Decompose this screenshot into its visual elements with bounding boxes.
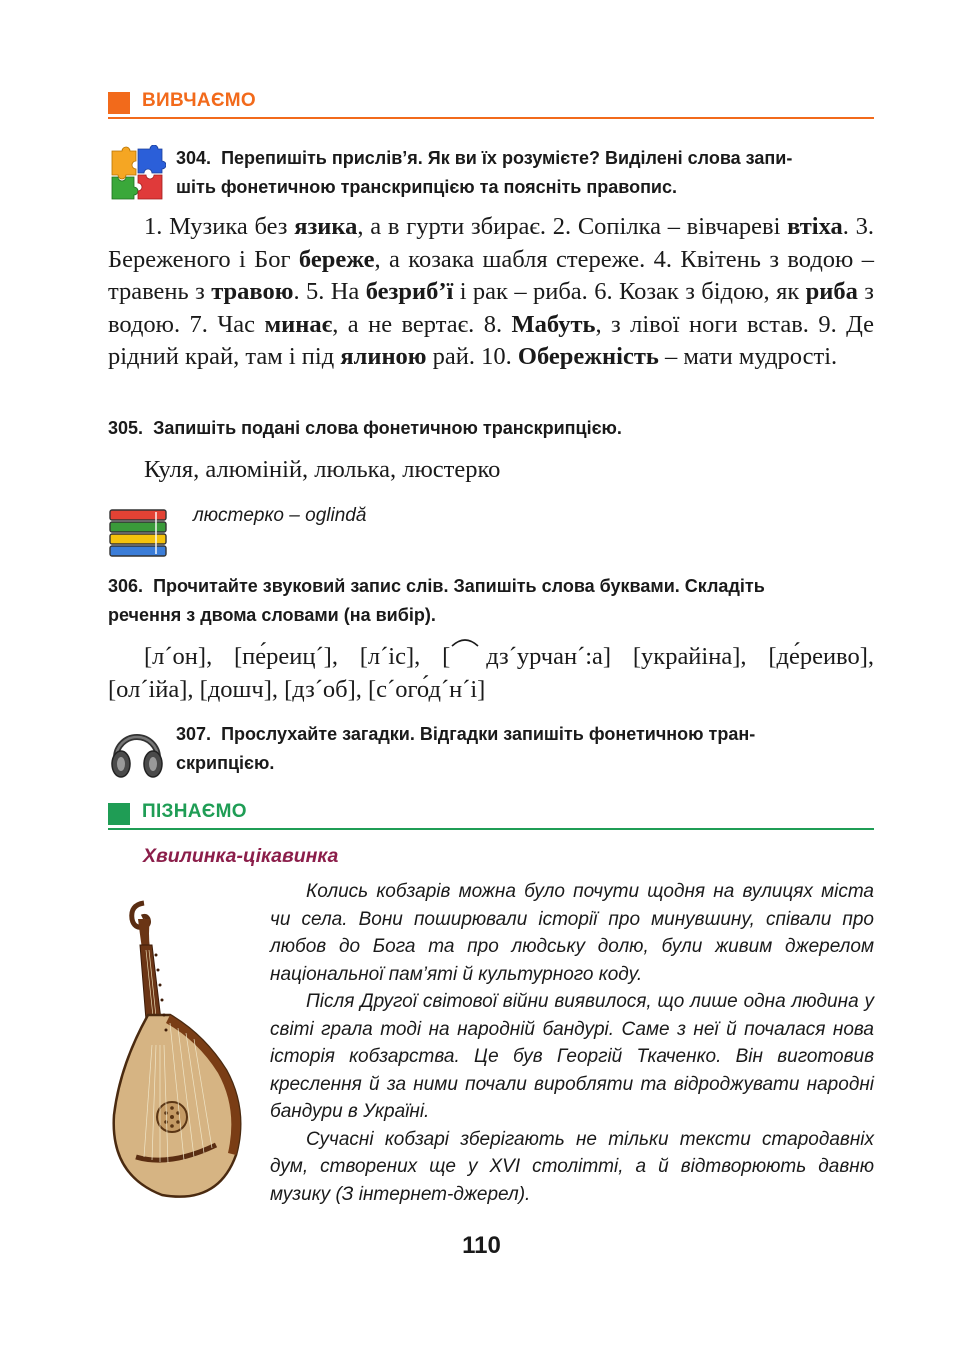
proverbs-text [108, 211, 874, 374]
text-run: . 3. Береженого і Бог [108, 213, 874, 273]
section-title: ПІЗНАЄМО [142, 801, 247, 822]
task-305 [108, 414, 874, 443]
fun-fact-title: Хвилинка-цікавинка [143, 845, 339, 867]
bold-word: риба [805, 278, 858, 305]
section-marker [108, 92, 130, 114]
transcription-line: [ол´ійа], [дошч], [дз´об], [с´ого́д´н´і] [108, 675, 486, 703]
word-list: Куля, алюміній, люлька, люстерко [144, 456, 501, 483]
bold-word: втіха [787, 213, 843, 240]
page-number: 110 [462, 1232, 501, 1259]
bold-word: минає [264, 310, 333, 338]
task-307 [176, 720, 874, 778]
task-instruction-line2: шіть фонетичною транскрипцією та поясніть правопис. [176, 177, 678, 197]
transcription-run: ´урчан´:а] [украйіна], [де́реиво], [508, 643, 874, 670]
text-run: . 5. На [293, 278, 366, 305]
fun-fact-paragraph: Сучасні кобзарі зберігають не тільки тексти стародавніх дум, створених ще у XVI столітті, а й відтворюють давню музику (З інтернет-джерел). [270, 1128, 874, 1205]
task-number: 304. [176, 148, 212, 168]
fun-fact-paragraph: Після Другої світової війни виявилося, що лише одна людина у світі грала тоді на народній бандурі. Саме з неї й почалася нова історія кобзарства. Це був Георгій Ткаченко. Він виготовив креслення й за ними почали виробляти та відроджувати народні бандури в Україні. [270, 991, 874, 1122]
task-instruction-line1: Прослухайте загадки. Відгадки запишіть фонетичною тран- [221, 724, 756, 744]
transcriptions-306 [108, 641, 874, 706]
bandura-image [100, 895, 250, 1205]
text-run: – мати мудрості. [658, 343, 838, 370]
task-instruction: Запишіть подані слова фонетичною транскрипцією. [153, 418, 622, 438]
words-305 [108, 454, 874, 487]
section-rule [108, 117, 874, 119]
text-run: рай. 10. [426, 343, 518, 370]
text-run: і рак – риба. 6. Козак з бідою, як [453, 278, 806, 305]
bold-word: ялиною [340, 343, 427, 370]
text-run: 1. Музика без [144, 213, 295, 240]
fun-fact-text [270, 878, 874, 1208]
affricate-letters: дз [486, 643, 509, 670]
bold-word: Мабуть [511, 310, 596, 338]
section-rule [108, 828, 874, 830]
text-run: , а не вертає. 8. [332, 310, 512, 338]
task-number: 305. [108, 418, 144, 438]
transcription-run: [л´он], [пе́реиц´], [л´іс], [ [144, 643, 451, 670]
section-header-study [108, 88, 874, 116]
task-number: 307. [176, 724, 212, 744]
text-run: , з лівої ноги встав. 9. Де рідний край, там і під [108, 310, 875, 370]
headphones-icon [108, 722, 166, 780]
task-306 [108, 572, 874, 630]
bold-word: травою [211, 278, 294, 305]
gloss-note: люстерко – oglindă [193, 505, 367, 526]
bold-word: язика [294, 213, 358, 240]
affricate-arc [450, 641, 508, 674]
bold-word: безриб’ї [365, 278, 454, 305]
section-header-learn [108, 799, 874, 827]
fun-fact-paragraph: Колись кобзарів можна було почути щодня на вулицях міста чи села. Вони поширювали історії про минувшину, співали про любов до Бога та про людську долю, були живим джерелом національної пам’яті й культурного коду. [270, 881, 874, 985]
bold-word: береже [298, 245, 375, 273]
puzzle-icon [108, 145, 166, 203]
task-instruction-line1: Прочитайте звуковий запис слів. Запишіть слова буквами. Складіть [153, 576, 765, 596]
books-icon [108, 508, 168, 560]
task-instruction-line1: Перепишіть прислів’я. Як ви їх розумієте? Виділені слова запи- [221, 148, 793, 168]
text-run: , а козака шабля стереже. 4. Квітень з водою – травень з [108, 245, 874, 305]
task-instruction-line2: скрипцією. [176, 753, 275, 773]
text-run: з водою. 7. Час [108, 278, 874, 338]
section-marker [108, 803, 130, 825]
task-instruction-line2: речення з двома словами (на вибір). [108, 605, 436, 625]
section-title: ВИВЧАЄМО [142, 90, 256, 111]
task-number: 306. [108, 576, 144, 596]
bold-word: Обережність [517, 343, 659, 370]
text-run: , а в гурти збирає. 2. Сопілка – вівчареві [357, 213, 788, 240]
task-304 [176, 144, 874, 202]
